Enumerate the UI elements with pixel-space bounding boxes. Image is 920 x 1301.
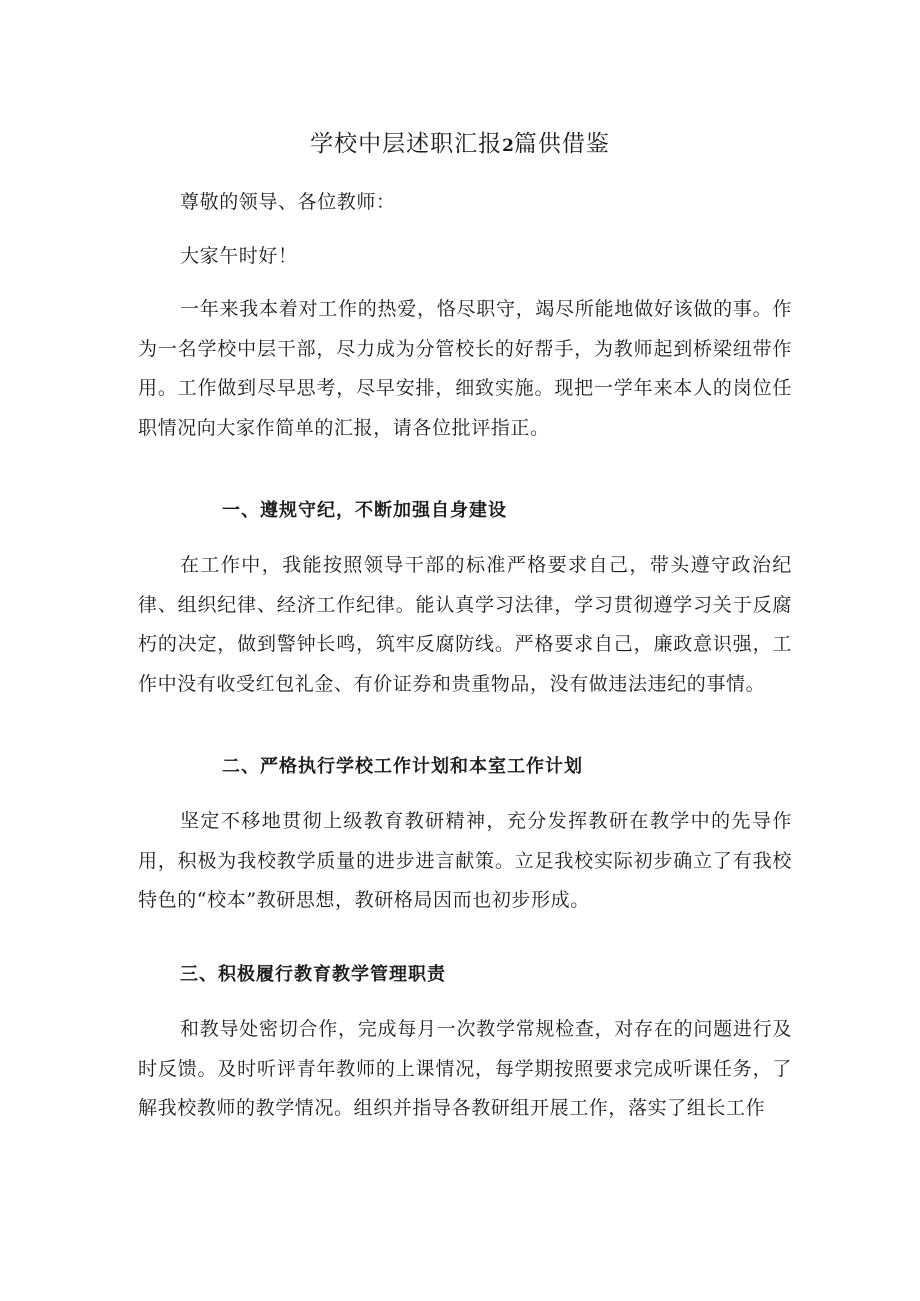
greeting: 大家午时好！ xyxy=(180,245,298,267)
title-suffix: 篇供借鉴 xyxy=(513,131,610,157)
document-title xyxy=(0,126,920,164)
section-1-heading: 一、遵规守纪，不断加强自身建设 xyxy=(222,500,507,521)
title-prefix: 学校中层述职汇报 xyxy=(310,131,503,157)
intro-paragraph: 一年来我本着对工作的热爱，恪尽职守，竭尽所能地做好该做的事。作为一名学校中层干部，尽力成为分管校长的好帮手，为教师起到桥梁纽带作用。工作做到尽早思考，尽早安排，细致实施。现把一学年来本人的岗位任职情况向大家作简单的汇报，请各位批评指正。 xyxy=(138,298,792,439)
title-number: 2 xyxy=(502,136,514,156)
section-1-paragraph: 在工作中，我能按照领导干部的标准严格要求自己，带头遵守政治纪律、组织纪律、经济工作纪律。能认真学习法律，学习贯彻遵学习关于反腐朽的决定，做到警钟长鸣，筑牢反腐防线。严格要求自己，廉政意识强，工作中没有收受红包礼金、有价证券和贵重物品，没有做违法违纪的事情。 xyxy=(138,554,792,695)
section-3-paragraph: 和教导处密切合作，完成每月一次教学常规检查，对存在的问题进行及时反馈。及时听评青年教师的上课情况，每学期按照要求完成听课任务，了解我校教师的教学情况。组织并指导各教研组开展工作，落实了组长工作 xyxy=(138,1018,792,1119)
section-2-paragraph: 坚定不移地贯彻上级教育教研精神，充分发挥教研在教学中的先导作用，积极为我校教学质量的进步进言献策。立足我校实际初步确立了有我校特色的“校本”教研思想，教研格局因而也初步形成。 xyxy=(138,810,792,911)
salutation: 尊敬的领导、各位教师： xyxy=(180,191,396,213)
section-2-heading: 二、严格执行学校工作计划和本室工作计划 xyxy=(222,756,583,777)
section-3-heading: 三、积极履行教育教学管理职责 xyxy=(180,964,446,985)
